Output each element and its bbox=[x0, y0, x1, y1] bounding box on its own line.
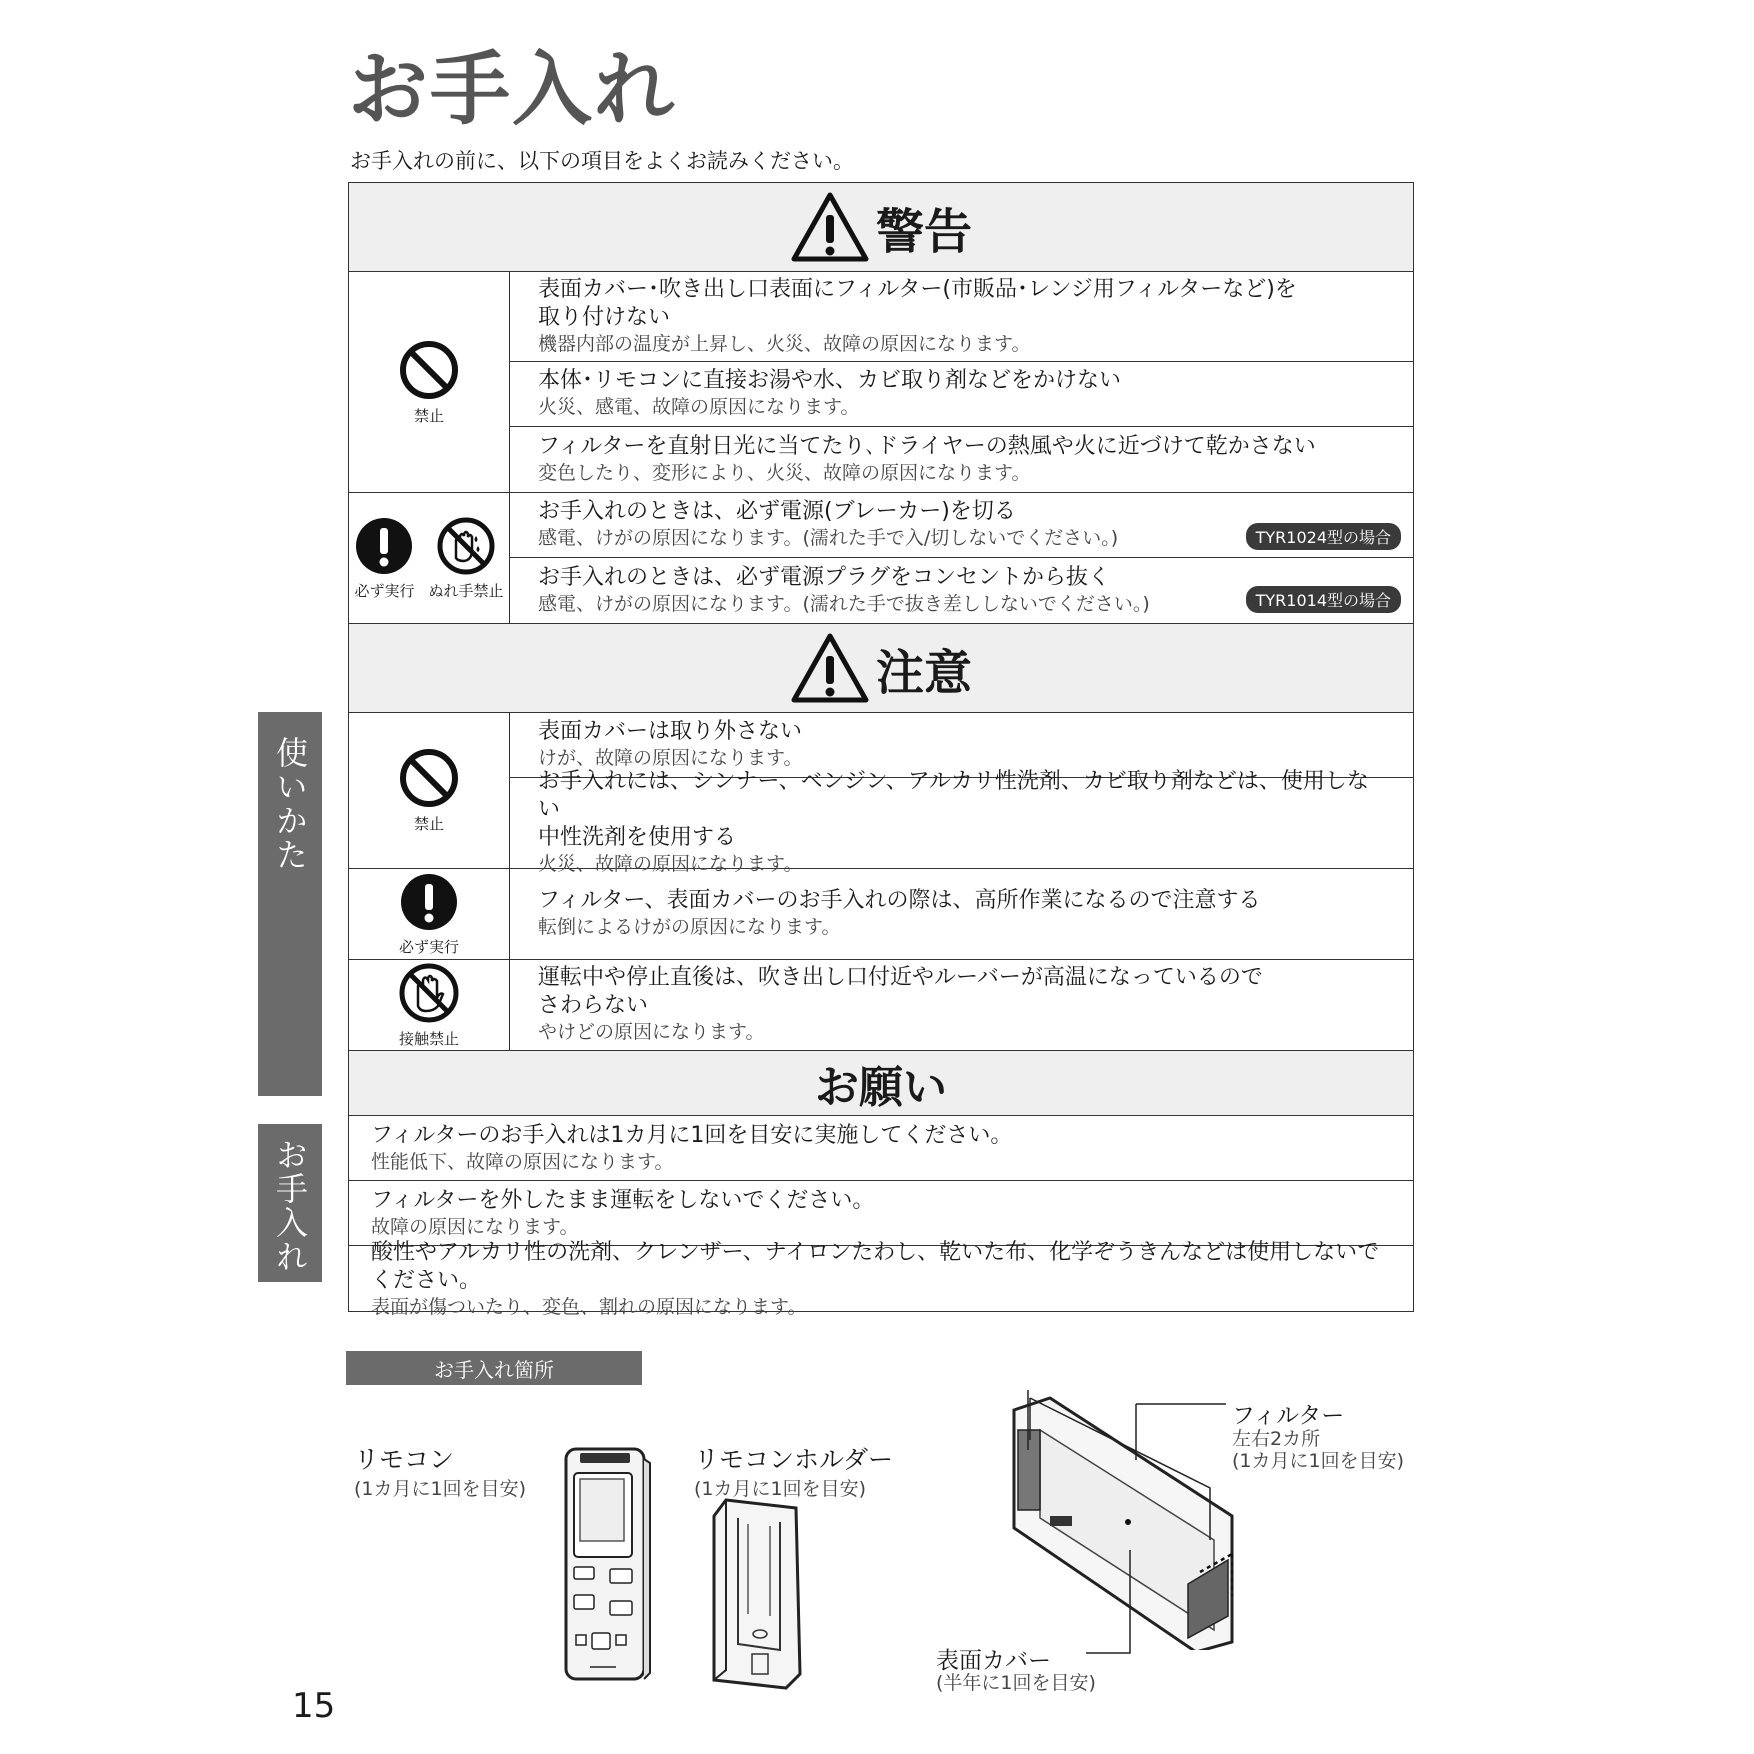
warning-group-mandatory: 必ず実行 ぬれ手禁止 お手入れのときは、必ず電源(ブレーカー)を切る 感電、けがの原因になります。(濡れた手で入/切しないでください。) TYR1024型の場合 お手入れのときは、必ず電源プラグをコンセントから抜く 感電、けがの原因になります。(濡れた手で抜き差ししないでください。) TYR1014型の場合 bbox=[349, 493, 1413, 624]
warning-triangle-icon bbox=[790, 632, 870, 704]
warning-row: お手入れのときは、必ず電源プラグをコンセントから抜く 感電、けがの原因になります。(濡れた手で抜き差ししないでください。) TYR1014型の場合 bbox=[510, 558, 1413, 623]
care-locations-heading: お手入れ箇所 bbox=[346, 1351, 642, 1385]
cover-label: 表面カバー bbox=[936, 1648, 1051, 1674]
caution-row: 運転中や停止直後は、吹き出し口付近やルーバーが高温になっているので さわらない やけどの原因になります。 bbox=[538, 965, 1263, 1043]
mandatory-icon bbox=[354, 516, 414, 576]
caution-row: 表面カバーは取り外さない けが、故障の原因になります。 bbox=[510, 713, 1413, 778]
caution-row: フィルター、表面カバーのお手入れの際は、高所作業になるので注意する 転倒によるけがの原因になります。 bbox=[538, 888, 1261, 938]
warning-row: お手入れのときは、必ず電源(ブレーカー)を切る 感電、けがの原因になります。(濡れた手で入/切しないでください。) TYR1024型の場合 bbox=[510, 493, 1413, 558]
remote-label: リモコン bbox=[354, 1445, 455, 1474]
remote-holder-illustration bbox=[700, 1494, 810, 1694]
remote-control-illustration bbox=[560, 1445, 654, 1685]
no-wet-hands-icon bbox=[436, 516, 496, 576]
cover-frequency: (半年に1回を目安) bbox=[936, 1672, 1096, 1694]
safety-table bbox=[348, 182, 1414, 1318]
caution-group-mandatory: 必ず実行 フィルター、表面カバーのお手入れの際は、高所作業になるので注意する 転倒によるけがの原因になります。 bbox=[349, 869, 1413, 960]
remote-frequency: (1カ月に1回を目安) bbox=[354, 1478, 527, 1500]
holder-frequency: (1カ月に1回を目安) bbox=[694, 1478, 867, 1500]
page-subtitle: お手入れの前に、以下の項目をよくお読みください。 bbox=[350, 149, 854, 173]
request-row: フィルターのお手入れは1カ月に1回を目安に実施してください。 性能低下、故障の原因になります。 bbox=[349, 1116, 1413, 1181]
caution-group-no-touch: 接触禁止 運転中や停止直後は、吹き出し口付近やルーバーが高温になっているので さわらない やけどの原因になります。 bbox=[349, 960, 1413, 1051]
warning-group-prohibit: 禁止 表面カバー･吹き出し口表面にフィルター(市販品･レンジ用フィルターなど)を 取り付けない 機器内部の温度が上昇し、火災、故障の原因になります。 本体･リモコンに直接お湯や水、カビ取り剤などをかけない 火災、感電、故障の原因になります。 フィルターを直射日光に当てたり､ドライヤーの熱風や火に近づけて乾かさない 変色したり、変形により、火災、故障の原因になります。 bbox=[349, 272, 1413, 493]
page-number: 15 bbox=[292, 1686, 336, 1726]
caution-group-prohibit: 禁止 表面カバーは取り外さない けが、故障の原因になります。 お手入れには、シンナー、ベンジン、アルカリ性洗剤、カビ取り剤などは、使用しない 中性洗剤を使用する 火災、故障の原因になります。 bbox=[349, 713, 1413, 869]
warning-row: 表面カバー･吹き出し口表面にフィルター(市販品･レンジ用フィルターなど)を 取り付けない 機器内部の温度が上昇し、火災、故障の原因になります。 bbox=[510, 272, 1413, 362]
filter-count: 左右2カ所 bbox=[1232, 1428, 1321, 1450]
caution-row: お手入れには、シンナー、ベンジン、アルカリ性洗剤、カビ取り剤などは、使用しない 中性洗剤を使用する 火災、故障の原因になります。 bbox=[538, 769, 1369, 875]
prohibit-icon bbox=[398, 339, 460, 401]
model-badge: TYR1014型の場合 bbox=[1246, 586, 1401, 613]
side-tab-care[interactable]: お手入れ bbox=[258, 1124, 322, 1282]
warning-row: フィルターを直射日光に当てたり､ドライヤーの熱風や火に近づけて乾かさない 変色したり、変形により、火災、故障の原因になります。 bbox=[538, 433, 1316, 484]
warning-triangle-icon bbox=[790, 191, 870, 263]
mandatory-icon bbox=[399, 872, 459, 932]
side-tab-usage[interactable]: 使いかた bbox=[258, 712, 322, 1096]
prohibit-icon bbox=[398, 747, 460, 809]
request-row: フィルターを外したまま運転をしないでください。 故障の原因になります。 bbox=[349, 1181, 1413, 1246]
request-heading: お願い bbox=[349, 1051, 1413, 1116]
filter-frequency: (1カ月に1回を目安) bbox=[1232, 1450, 1405, 1472]
model-badge: TYR1024型の場合 bbox=[1246, 523, 1401, 550]
request-row: 酸性やアルカリ性の洗剤、クレンザー、ナイロンたわし、乾いた布、化学ぞうきんなどは使用しないでください。 表面が傷ついたり、変色、割れの原因になります。 bbox=[371, 1239, 1380, 1318]
warning-heading: 警告 bbox=[349, 183, 1413, 272]
filter-label: フィルター bbox=[1232, 1403, 1345, 1429]
page-title: お手入れ bbox=[348, 43, 676, 136]
caution-heading: 注意 bbox=[349, 624, 1413, 713]
warning-row: 本体･リモコンに直接お湯や水、カビ取り剤などをかけない 火災、感電、故障の原因になります。 bbox=[510, 362, 1413, 427]
no-touch-icon bbox=[398, 962, 460, 1024]
holder-label: リモコンホルダー bbox=[694, 1445, 894, 1474]
